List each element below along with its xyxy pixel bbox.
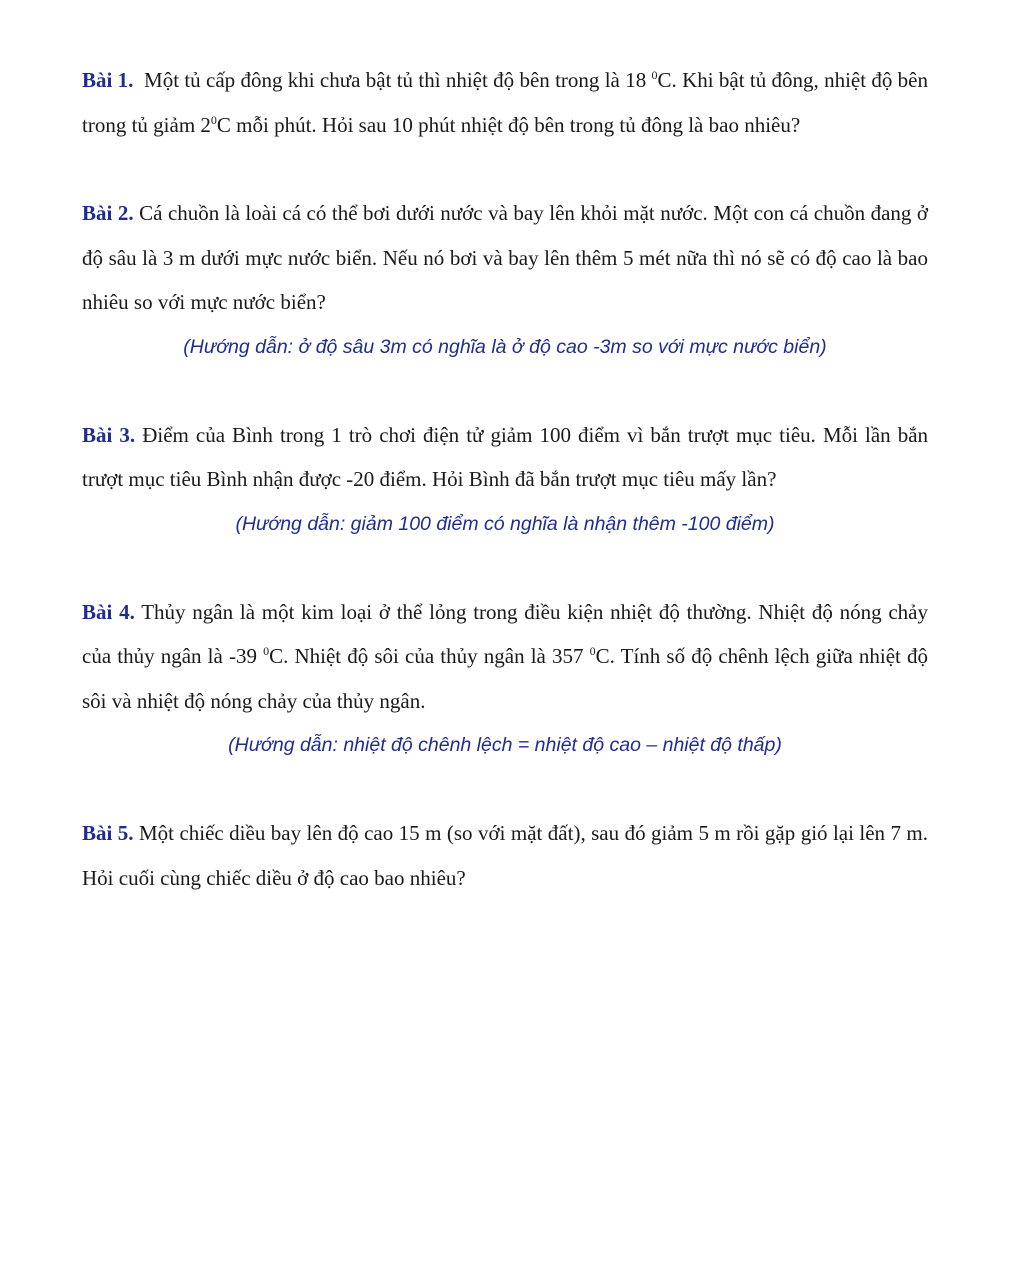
problem-1: [82, 58, 928, 147]
worksheet-page: [82, 58, 928, 900]
problem-3-label: Bài 3.: [82, 422, 136, 447]
problem-4: [82, 590, 928, 724]
problem-5: [82, 811, 928, 900]
problem-4-text-part-1: Thủy ngân là một kim loại ở thể lỏng trong điều kiện nhiệt độ thường. Nhiệt độ nóng chảy của thủy ngân là -39: [82, 599, 928, 668]
degree-superscript: 0: [210, 112, 217, 127]
problem-4-text-part-3: C. Tính số độ chênh lệch giữa nhiệt độ sôi và nhiệt độ nóng chảy của thủy ngân.: [82, 644, 929, 713]
problem-1-text-part-1: Một tủ cấp đông khi chưa bật tủ thì nhiệt độ bên trong là 18: [144, 68, 652, 92]
problem-4-text-part-2: C. Nhiệt độ sôi của thủy ngân là 357: [269, 644, 590, 668]
degree-superscript: 0: [651, 68, 658, 82]
problem-1-text-part-3: C mỗi phút. Hỏi sau 10 phút nhiệt độ bên trong tủ đông là bao nhiêu?: [216, 112, 801, 137]
problem-1-label: Bài 1.: [82, 68, 134, 92]
problem-3-text: Điểm của Bình trong 1 trò chơi điện tử giảm 100 điểm vì bắn trượt mục tiêu. Mỗi lần bắn trượt mục tiêu Bình nhận được -20 điểm. Hỏi Bình đã bắn trượt mục tiêu mấy lần?: [82, 422, 929, 491]
spacer: [82, 369, 928, 413]
spacer: [82, 767, 928, 811]
problem-1-text-part-2: C. Khi bật tủ đông, nhiệt độ bên trong tủ giảm 2: [82, 68, 929, 137]
problem-5-label: Bài 5.: [82, 821, 134, 845]
problem-2-hint: (Hướng dẫn: ở độ sâu 3m có nghĩa là ở độ cao -3m so với mực nước biển): [183, 335, 827, 358]
problem-4-label: Bài 4.: [82, 599, 135, 624]
problem-2: [82, 191, 928, 325]
problem-5-text: Một chiếc diều bay lên độ cao 15 m (so với mặt đất), sau đó giảm 5 m rồi gặp gió lại lên 7 m. Hỏi cuối cùng chiếc diều ở độ cao bao nhiêu?: [82, 821, 929, 890]
spacer: [82, 147, 928, 191]
problem-4-hint: (Hướng dẫn: nhiệt độ chênh lệch = nhiệt độ cao – nhiệt độ thấp): [228, 734, 782, 756]
problem-2-label: Bài 2.: [82, 201, 134, 225]
problem-3-hint: (Hướng dẫn: giảm 100 điểm có nghĩa là nhận thêm -100 điểm): [235, 512, 775, 535]
problem-2-text: Cá chuồn là loài cá có thể bơi dưới nước và bay lên khỏi mặt nước. Một con cá chuồn đang ở độ sâu là 3 m dưới mực nước biển. Nếu nó bơi và bay lên thêm 5 mét nữa thì nó sẽ có độ cao là bao nhiêu so với mực nước biển?: [82, 201, 929, 314]
degree-superscript: 0: [263, 644, 270, 658]
spacer: [82, 546, 928, 590]
degree-superscript: 0: [589, 644, 596, 658]
problem-3: [82, 413, 928, 502]
